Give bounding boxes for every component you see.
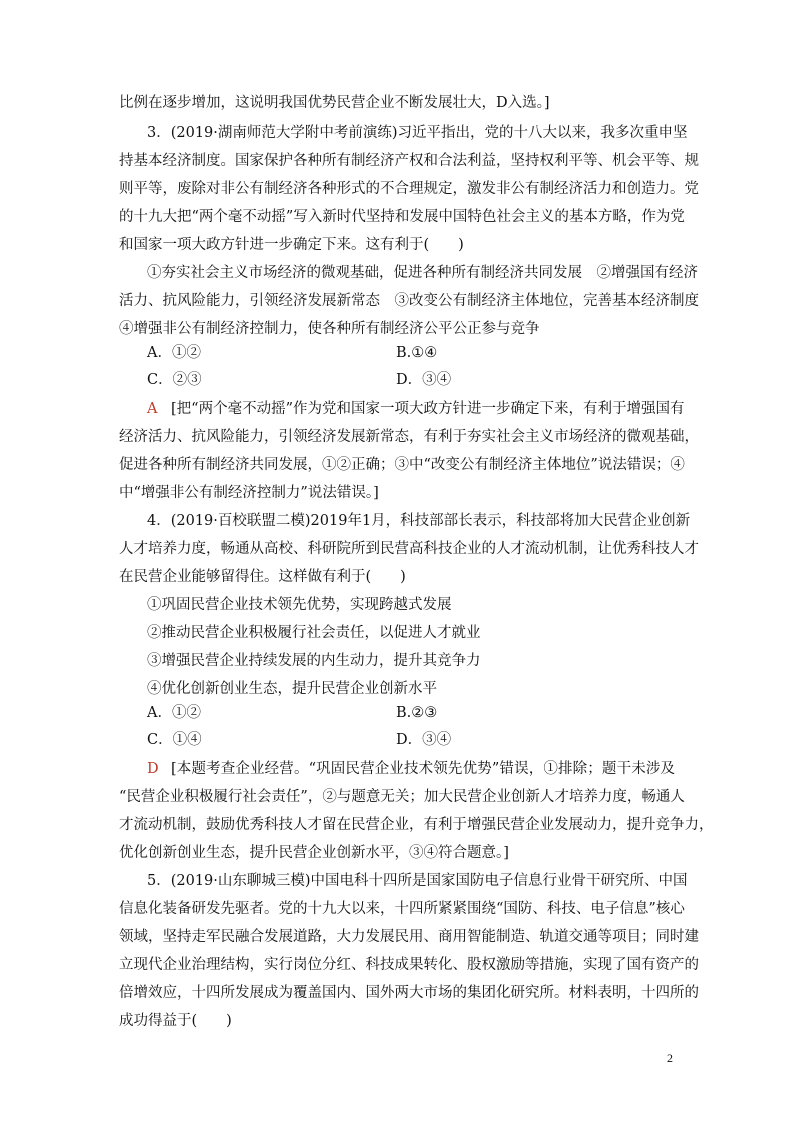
- explanation-line: “民营企业积极履行社会责任”，②与题意无关；加大民营企业创新人才培养力度，畅通人: [119, 789, 685, 805]
- option-a: A．①②: [147, 345, 201, 361]
- answer-letter: D: [147, 761, 159, 777]
- answer-letter: A: [147, 401, 158, 417]
- explanation-line: 优化创新创业生态，提升民营企业创新水平，③④符合题意。]: [119, 845, 509, 861]
- question-text-line: 5．(2019·山东聊城三模)中国电科十四所是国家国防电子信息行业骨干研究所、中国: [147, 873, 688, 889]
- explanation-line: 促进各种所有制经济共同发展，①②正确；③中“改变公有制经济主体地位”说法错误；④: [119, 457, 685, 473]
- question-text-line: 的十九大把“两个毫不动摇”写入新时代坚持和发展中国特色社会主义的基本方略，作为党: [119, 209, 685, 225]
- question-text-line: 持基本经济制度。国家保护各种所有制经济产权和合法利益，坚持权利平等、机会平等、规: [119, 153, 699, 169]
- statement-line: ①夯实社会主义市场经济的微观基础，促进各种所有制经济共同发展 ②增强国有经济: [147, 265, 698, 281]
- page-number: 2: [667, 1051, 673, 1065]
- question-text-line: 4．(2019·百校联盟二模)2019年1月，科技部部长表示，科技部将加大民营企业创新: [147, 513, 691, 529]
- option-d: D．③④: [396, 732, 452, 748]
- option-c: C．①④: [147, 732, 202, 748]
- statement-line: ②推动民营企业积极履行社会责任，以促进人才就业: [147, 625, 481, 641]
- option-a: A．①②: [147, 705, 201, 721]
- question-text-line: 3．(2019·湖南师范大学附中考前演练)习近平指出，党的十八大以来，我多次重申坚: [147, 125, 688, 141]
- explanation-line: 才流动机制，鼓励优秀科技人才留在民营企业，有利于增强民营企业发展动力，提升竞争力，: [119, 817, 714, 833]
- explanation-line: 中“增强非公有制经济控制力”说法错误。]: [119, 485, 379, 501]
- statement-line: 活力、抗风险能力，引领经济发展新常态 ③改变公有制经济主体地位，完善基本经济制度: [119, 293, 699, 309]
- question-text-line: 领域，坚持走军民融合发展道路，大力发展民用、商用智能制造、轨道交通等项目；同时建: [119, 929, 699, 945]
- question-text-line: 和国家一项大政方针进一步确定下来。这有利于( ): [119, 237, 464, 253]
- question-text-line: 倍增效应，十四所发展成为覆盖国内、国外两大市场的集团化研究所。材料表明，十四所的: [119, 985, 699, 1001]
- explanation-line: [把“两个毫不动摇”作为党和国家一项大政方针进一步确定下来，有利于增强国有: [171, 401, 685, 417]
- statement-line: ④增强非公有制经济控制力，使各种所有制经济公平公正参与竞争: [119, 321, 540, 337]
- statement-line: ③增强民营企业持续发展的内生动力，提升其竞争力: [147, 653, 481, 669]
- explanation-line: 经济活力、抗风险能力，引领经济发展新常态，有利于夯实社会主义市场经济的微观基础，: [119, 429, 699, 445]
- question-text-line: 则平等，废除对非公有制经济各种形式的不合理规定，激发非公有制经济活力和创造力。党: [119, 181, 699, 197]
- question-text-line: 成功得益于( ): [119, 1013, 232, 1029]
- question-text-line: 信息化装备研发先驱者。党的十九大以来，十四所紧紧围绕“国防、科技、电子信息”核心: [119, 901, 685, 917]
- explanation-line: [本题考查企业经营。“巩固民营企业技术领先优势”错误，①排除；题干未涉及: [171, 761, 675, 777]
- option-c: C．②③: [147, 372, 202, 388]
- statement-line: ④优化创新创业生态，提升民营企业创新水平: [147, 681, 437, 697]
- option-b: B.②③: [396, 705, 438, 721]
- option-d: D．③④: [396, 372, 452, 388]
- question-text-line: 立现代企业治理结构，实行岗位分红、科技成果转化、股权激励等措施，实现了国有资产的: [119, 957, 699, 973]
- statement-line: ①巩固民营企业技术领先优势，实现跨越式发展: [147, 597, 452, 613]
- intro-line: 比例在逐步增加，这说明我国优势民营企业不断发展壮大，D入选。]: [119, 95, 550, 111]
- option-b: B.①④: [396, 345, 438, 361]
- question-text-line: 在民营企业能够留得住。这样做有利于( ): [119, 569, 406, 585]
- question-text-line: 人才培养力度，畅通从高校、科研院所到民营高科技企业的人才流动机制，让优秀科技人才: [119, 541, 699, 557]
